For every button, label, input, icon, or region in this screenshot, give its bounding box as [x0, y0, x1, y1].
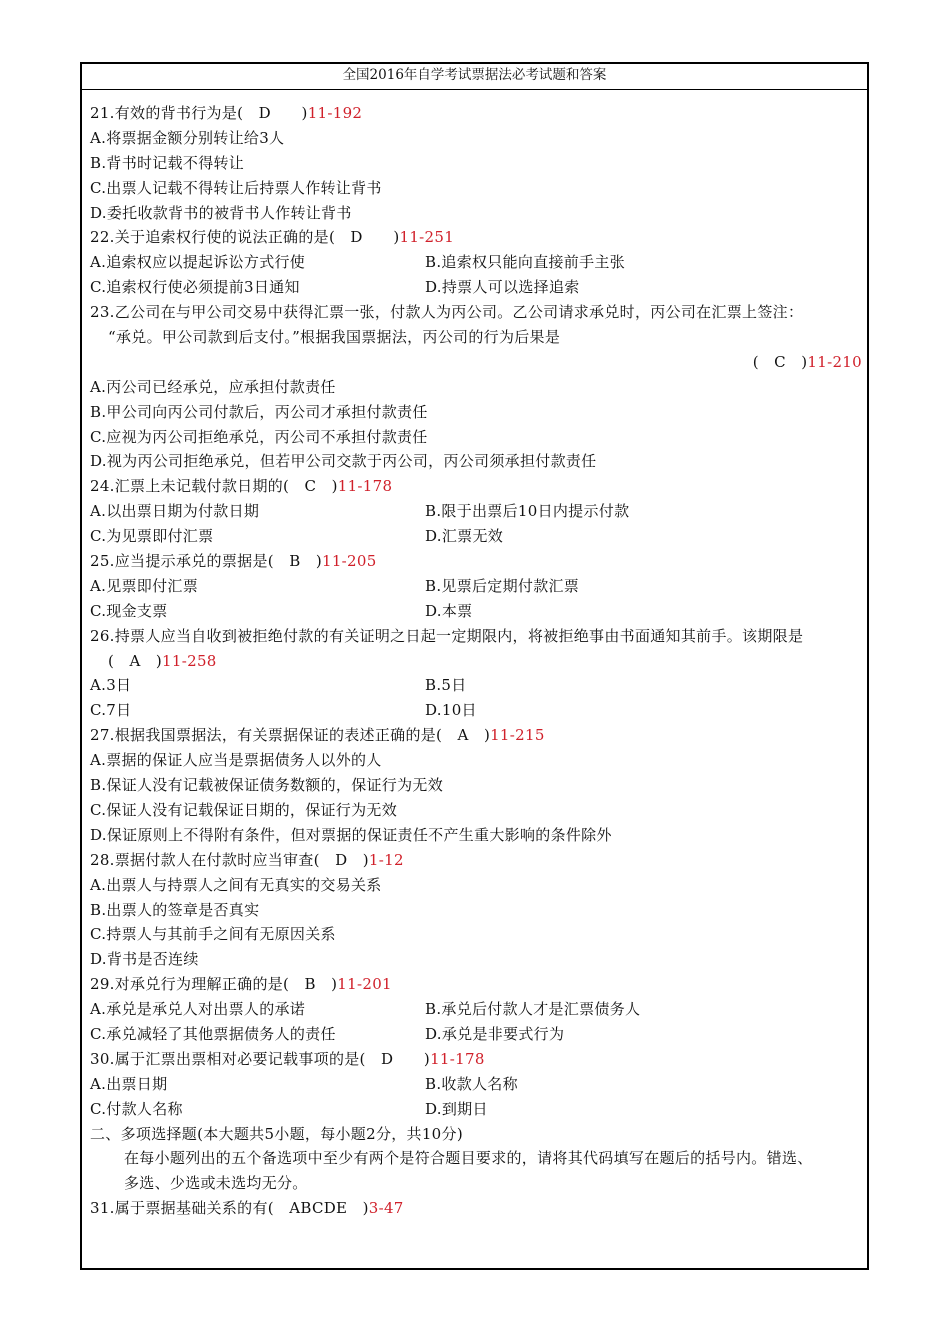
option-c: C.追索权行使必须提前3日通知 — [90, 278, 300, 297]
option-a: A.追索权应以提起诉讼方式行使 — [90, 253, 306, 272]
option-b: B.追索权只能向直接前手主张 — [425, 253, 625, 272]
question-stem — [90, 474, 862, 499]
option-b: B.出票人的签章是否真实 — [90, 900, 260, 919]
option-d: D.到期日 — [425, 1099, 488, 1118]
answer-blank: ( A ) — [108, 651, 163, 670]
option-b: B.甲公司向丙公司付款后，丙公司才承担付款责任 — [90, 402, 428, 421]
option-d: D.保证原则上不得附有条件，但对票据的保证责任不产生重大影响的条件除外 — [90, 825, 612, 844]
option-c: C.7日 — [90, 701, 132, 720]
option-d: D.10日 — [425, 701, 477, 720]
stem-text: 25.应当提示承兑的票据是( B ) — [90, 552, 322, 571]
question-stem — [90, 972, 862, 997]
option-b: B.背书时记载不得转让 — [90, 153, 245, 172]
question-stem — [90, 549, 862, 574]
option-row — [90, 275, 862, 300]
option-b: B.保证人没有记载被保证债务数额的，保证行为无效 — [90, 776, 443, 795]
option-d: D.汇票无效 — [425, 527, 504, 546]
stem-text: 28.票据付款人在付款时应当审查( D ) — [90, 850, 369, 869]
answer-line — [90, 649, 862, 674]
option-c: C.应视为丙公司拒绝承兑，丙公司不承担付款责任 — [90, 427, 428, 446]
option-row — [90, 698, 862, 723]
question-stem — [90, 848, 862, 873]
answer-line — [90, 350, 862, 375]
section-instructions: 在每小题列出的五个备选项中至少有两个是符合题目要求的，请将其代码填写在题后的括号内。错选、 — [124, 1149, 813, 1168]
option-d: D.本票 — [425, 601, 473, 620]
option-row — [90, 997, 862, 1022]
answer-reference: 11-258 — [162, 651, 217, 670]
answer-reference: 1-12 — [368, 850, 404, 869]
option-d: D.承兑是非要式行为 — [425, 1024, 565, 1043]
option-row — [90, 250, 862, 275]
option-row — [90, 1072, 862, 1097]
option-row — [90, 673, 862, 698]
answer-reference: 11-210 — [807, 352, 862, 371]
option-c: C.出票人记载不得转让后持票人作转让背书 — [90, 178, 382, 197]
answer-reference: 11-205 — [321, 552, 377, 571]
question-stem — [90, 101, 862, 126]
question-stem — [90, 1196, 862, 1221]
stem-text: 27.根据我国票据法，有关票据保证的表述正确的是( A ) — [90, 726, 491, 745]
option-c: C.承兑减轻了其他票据债务人的责任 — [90, 1024, 336, 1043]
question-stem — [90, 723, 862, 748]
option-d: D.持票人可以选择追索 — [425, 278, 580, 297]
option-a: A.见票即付汇票 — [90, 576, 199, 595]
option-c: C.保证人没有记载保证日期的，保证行为无效 — [90, 800, 398, 819]
option-a: A.将票据金额分别转让给3人 — [90, 128, 285, 147]
stem-text: 31.属于票据基础关系的有( ABCDE ) — [90, 1199, 369, 1218]
answer-reference: 11-215 — [490, 726, 545, 745]
option-row — [90, 1022, 862, 1047]
option-c: C.持票人与其前手之间有无原因关系 — [90, 925, 336, 944]
answer-reference: 3-47 — [368, 1199, 404, 1218]
answer-reference: 11-192 — [307, 104, 363, 122]
answer-reference: 11-178 — [337, 477, 393, 496]
question-stem: 26.持票人应当自收到被拒绝付款的有关证明之日起一定期限内，将被拒绝事由书面通知其前手。该期限是 — [90, 626, 804, 645]
stem-text: 29.对承兑行为理解正确的是( B ) — [90, 975, 338, 994]
answer-reference: 11-201 — [337, 975, 392, 994]
question-stem: 23.乙公司在与甲公司交易中获得汇票一张，付款人为丙公司。乙公司请求承兑时，丙公司在汇票上签注： — [90, 303, 804, 322]
option-a: A.3日 — [90, 676, 132, 695]
section-instructions-continued: 多选、少选或未选均无分。 — [124, 1174, 308, 1193]
answer-reference: 11-251 — [399, 228, 455, 247]
option-b: B.承兑后付款人才是汇票债务人 — [425, 1000, 641, 1019]
option-a: A.票据的保证人应当是票据债务人以外的人 — [90, 751, 382, 770]
option-row — [90, 574, 862, 599]
stem-text: 30.属于汇票出票相对必要记载事项的是( D ) — [90, 1049, 431, 1068]
option-c: C.为见票即付汇票 — [90, 527, 214, 546]
section-heading: 二、多项选择题(本大题共5小题，每小题2分，共10分) — [90, 1124, 463, 1143]
answer-reference: 11-178 — [430, 1049, 485, 1068]
option-a: A.以出票日期为付款日期 — [90, 502, 260, 521]
option-c: C.现金支票 — [90, 601, 168, 620]
stem-text: 21.有效的背书行为是( D ) — [90, 104, 308, 122]
answer-blank: ( C ) — [752, 352, 808, 371]
question-stem — [90, 225, 862, 250]
page-header-title: 全国2016年自学考试票据法必考试题和答案 — [342, 67, 607, 83]
option-b: B.限于出票后10日内提示付款 — [425, 502, 630, 521]
option-row — [90, 599, 862, 624]
option-d: D.视为丙公司拒绝承兑，但若甲公司交款于丙公司，丙公司须承担付款责任 — [90, 452, 597, 471]
option-a: A.出票日期 — [90, 1074, 168, 1093]
option-row — [90, 1097, 862, 1122]
option-b: B.见票后定期付款汇票 — [425, 576, 580, 595]
option-b: B.收款人名称 — [425, 1074, 518, 1093]
option-row — [90, 499, 862, 524]
question-list — [90, 101, 862, 1221]
option-row — [90, 524, 862, 549]
option-c: C.付款人名称 — [90, 1099, 183, 1118]
option-a: A.出票人与持票人之间有无真实的交易关系 — [90, 875, 382, 894]
header-divider — [82, 89, 867, 90]
question-stem — [90, 1047, 862, 1072]
option-d: D.委托收款背书的被背书人作转让背书 — [90, 203, 352, 222]
stem-text: 22.关于追索权行使的说法正确的是( D ) — [90, 228, 400, 247]
option-d: D.背书是否连续 — [90, 950, 199, 969]
option-b: B.5日 — [425, 676, 467, 695]
stem-text: 24.汇票上未记载付款日期的( C ) — [90, 477, 338, 496]
question-stem-continued: “承兑。甲公司款到后支付。”根据我国票据法，丙公司的行为后果是 — [108, 328, 561, 347]
option-a: A.承兑是承兑人对出票人的承诺 — [90, 1000, 306, 1019]
option-a: A.丙公司已经承兑，应承担付款责任 — [90, 377, 336, 396]
